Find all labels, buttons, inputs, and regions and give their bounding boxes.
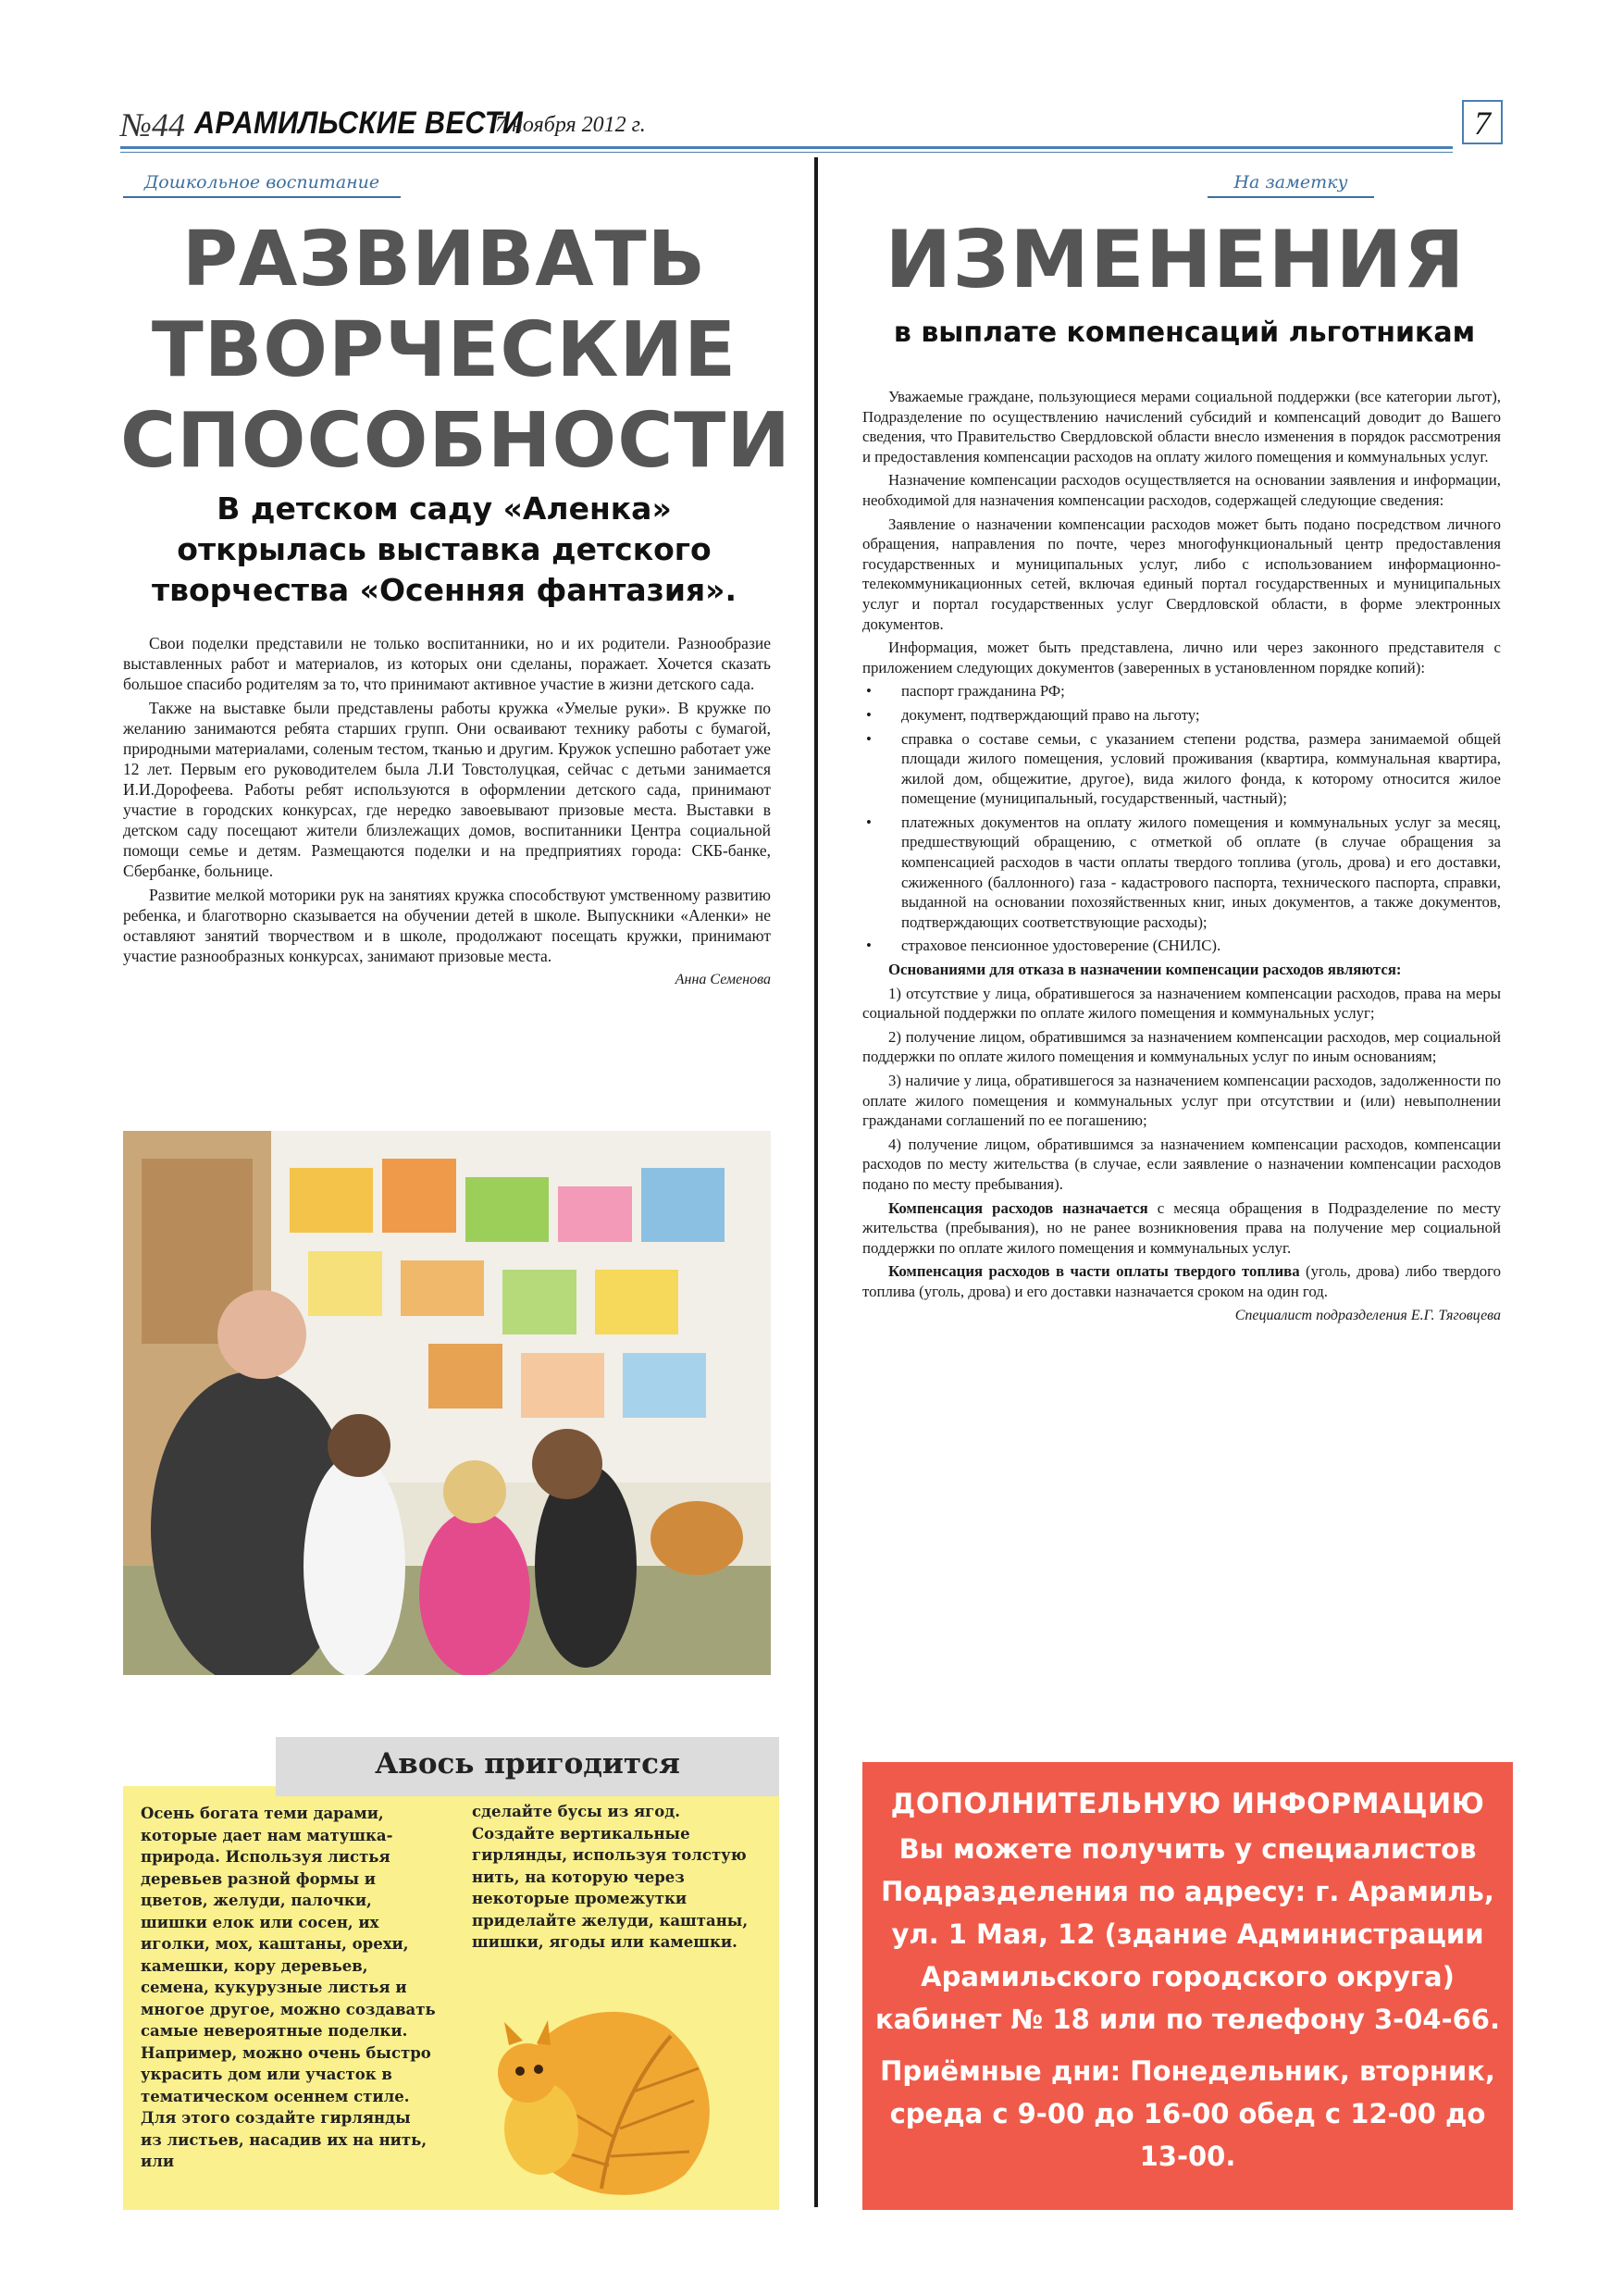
exhibition-photo	[123, 1131, 771, 1675]
right-headline: ИЗМЕНЕНИЯ	[885, 214, 1466, 306]
right-rubric-line	[1208, 196, 1374, 198]
info-title: ДОПОЛНИТЕЛЬНУЮ ИНФОРМАЦИЮ	[890, 1788, 1485, 1820]
info-hours: Приёмные дни: Понедельник, вторник, среда с 9-00 до 16-00 обед с 12-00 до 13-00.	[880, 2055, 1495, 2172]
paragraph: Информация, может быть представлена, лично или через законного представителя с приложением следующих документов (заверенных в установленном порядке копий):	[862, 639, 1501, 676]
paragraph: Заявление о назначении компенсации расходов может быть подано посредством личного обращения, направления по почте, через многофункциональный центр предоставления государственных и муниципальных услуг, либо с использованием информационно-телекоммуникационных сетей, включая единый портал государственных и муниципальных услуг и портал государственных услуг Свердловской области, в форме электронных документов.	[862, 515, 1501, 633]
paragraph	[862, 1198, 1501, 1259]
bold-lead: Компенсация расходов назначается	[888, 1198, 1148, 1217]
paragraph: Также на выставке были представлены работы кружка «Умелые руки». В кружке по желанию занимаются ребята старших групп. Они осваивают технику работы с бумагой, природными материалами, соленым тестом, тканью и другим. Кружок успешно работает уже 12 лет. Первым его руководителем была Л.И Товстолуцкая, сейчас с детьми занимается И.И.Дорофеева. Работы ребят используются в оформлении детского сада, принимают участие в городских конкурсах, где нередко завоевывают призовые места. Выставки в детском саду посещают жители близлежащих домов, воспитанники Центра социальной помощи семье и детям. Размещаются поделки и на предприятиях города: СКБ-банке, Сбербанке, больнице.	[123, 699, 771, 880]
left-rubric: Дошкольное воспитание	[143, 172, 380, 192]
issue-date: 7 ноября 2012 г.	[495, 113, 646, 137]
list-item: • страховое пенсионное удостоверение (СНИЛС).	[862, 936, 1501, 956]
page-number: 7	[1462, 100, 1503, 144]
column-divider	[814, 157, 818, 2207]
paragraph-rest: с месяца обращения в Подразделение по месту жительства (пребывания), но не ранее возникновения права на получение мер социальной поддержки по оплате жилого помещения и коммунальных услуг.	[862, 1198, 1501, 1257]
paragraph-rest: (уголь, дрова) либо твердого топлива (уголь, дрова) и его доставки назначается сроком на один год.	[862, 1262, 1501, 1300]
left-headline	[120, 215, 791, 487]
headline-line-1: РАЗВИВАТЬ	[181, 216, 707, 304]
newspaper-title: АРАМИЛЬСКИЕ ВЕСТИ	[194, 105, 524, 141]
info-box	[862, 1762, 1513, 2210]
headline-line-2: ТВОРЧЕСКИЕ	[151, 306, 737, 394]
issue-number: №44	[120, 106, 185, 143]
list-item: • документ, подтверждающий право на льготу;	[862, 705, 1501, 726]
left-subheadline: В детском саду «Аленка» открылась выставка детского творчества «Осенняя фантазия».	[152, 490, 737, 608]
info-text: Вы можете получить у специалистов Подразделения по адресу: г. Арамиль, ул. 1 Мая, 12 (здание Администрации Арамильского городского округа) кабинет № 18 или по телефону 3-04-66.	[874, 1833, 1500, 2035]
paragraph: Развитие мелкой моторики рук на занятиях кружка способствуют умственному развитию ребенка, и благотворно сказывается на обучении детей в школе. Выпускники «Аленки» не оставляют занятий творчеством и в школе, продолжают посещать кружки, принимают участие разнообразных конкурсах, занимают призовые места.	[123, 886, 771, 965]
documents-list	[862, 681, 1501, 956]
right-author: Специалист подразделения Е.Г. Тяговцева	[1234, 1307, 1501, 1323]
paragraph: Назначение компенсации расходов осуществляется на основании заявления и информации, необходимой для назначения компенсации расходов, содержащей следующие сведения:	[862, 471, 1501, 509]
paragraph: Уважаемые граждане, пользующиеся мерами социальной поддержки (все категории льгот), Подразделение по осуществлению начислений субсидий и компенсаций доводит до Вашего сведения, что Правительство Свердловской области внесло изменения в порядок рассмотрения и предоставления компенсации расходов на оплату жилого помещения и коммунальных услуг.	[862, 388, 1501, 465]
right-subheadline: в выплате компенсаций льготникам	[893, 316, 1476, 349]
paragraph: 4) получение лицом, обратившимся за назначением компенсации расходов, компенсации расходов по месту жительства (в случае, если заявление о назначении компенсации расходов подано по месту пребывания).	[862, 1135, 1501, 1193]
paragraph: 3) наличие у лица, обратившегося за назначением компенсации расходов, задолженности по оплате жилого помещения и коммунальных услуг при отсутствии и (или) невыполнении гражданами соглашений по ее погашению;	[862, 1072, 1501, 1130]
left-rubric-line	[123, 196, 401, 198]
masthead	[120, 100, 1504, 148]
header-rule	[120, 146, 1453, 149]
list-item: • справка о составе семьи, с указанием степени родства, размера занимаемой общей площади жилого помещения, условий проживания (квартира, коммунальная квартира, жилой дом, общежитие, другое), вида жилого фонда, к которому относится жилое помещение (муниципальный, государственный, частный);	[862, 729, 1501, 809]
bold-lead: Компенсация расходов в части оплаты твердого топлива	[888, 1262, 1300, 1281]
right-article-body	[862, 387, 1501, 1324]
list-item: • платежных документов на оплату жилого помещения и коммунальных услуг за месяц, предшествующий обращению, с отметкой об оплате (в случае обращения за компенсацией расходов в части оплаты твердого топлива (уголь, дрова) и его доставки, сжиженного (баллонного) газа - кадастрового паспорта, технического паспорта, справки, выданной на основании похозяйственных книг, иных документов, а также документов, подтверждающих соответствующие расходы);	[862, 813, 1501, 933]
paragraph: 1) отсутствие у лица, обратившегося за назначением компенсации расходов, права на меры социальной поддержки по оплате жилого помещения и коммунальных услуг;	[862, 984, 1501, 1023]
refusal-heading: Основаниями для отказа в назначении компенсации расходов являются:	[888, 961, 1402, 979]
list-item: • паспорт гражданина РФ;	[862, 681, 1501, 701]
headline-line-3: СПОСОБНОСТИ	[120, 397, 791, 485]
right-rubric: На заметку	[1233, 172, 1348, 192]
tips-column-2: сделайте бусы из ягод. Создайте вертикальные гирлянды, используя толстую нить, на которую через некоторые промежутки приделайте желуди, каштаны, шишки, ягоды или камешки.	[472, 1803, 749, 1951]
paragraph: Свои поделки представили не только воспитанники, но и их родители. Разнообразие выставленных работ и материалов, из которых они сделаны, поражает. Хочется сказать большое спасибо родителям за то, что принимают активное участие в жизни детского сада.	[123, 634, 771, 693]
header-rule-thin	[120, 152, 1453, 153]
paragraph: 2) получение лицом, обратившимся за назначением компенсации расходов, мер социальной поддержки по оплате жилого помещения и коммунальных услуг по иным основаниям;	[862, 1027, 1501, 1066]
left-author: Анна Семенова	[675, 972, 771, 987]
tips-column-1: Осень богата теми дарами, которые дает нам матушка-природа. Используя листья деревьев разной формы и цветов, желуди, палочки, шишки елок или сосен, их иголки, мох, каштаны, орехи, камешки, кору деревьев, семена, кукурузные листья и многое другое, можно создавать самые невероятные поделки. Например, можно очень быстро украсить дом или участок в тематическом осеннем стиле. Для этого создайте гирлянды из листьев, насадив их на нить, или	[141, 1805, 436, 2170]
left-article-body	[123, 633, 771, 988]
tips-title: Авось пригодится	[375, 1747, 680, 1781]
leaf-squirrel-illustration	[463, 1990, 731, 2198]
paragraph	[862, 1261, 1501, 1301]
